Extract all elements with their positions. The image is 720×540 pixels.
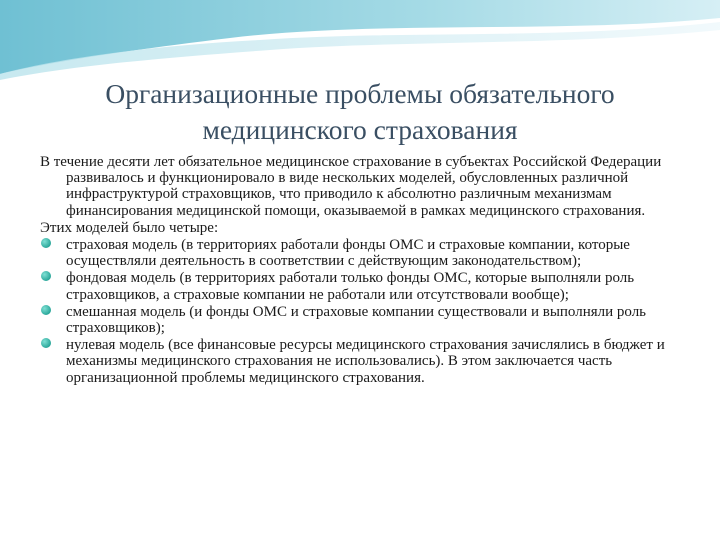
models-lead-paragraph: Этих моделей было четыре: bbox=[40, 219, 219, 236]
bullet-dot-icon bbox=[41, 271, 51, 281]
list-item-insurance-model bbox=[40, 237, 690, 269]
intro-paragraph: В течение десяти лет обязательное медицинское страхование в субъектах Российской Федерации развивалось и функционировало в виде нескольких моделей, обусловленных различной инфраструктурой страховщиков, что приводило к абсолютно различным механизмам финансирования медицинской помощи, оказываемой в рамках медицинского страхования. bbox=[40, 154, 662, 219]
list-item-zero-model bbox=[40, 337, 690, 386]
slide-title-line-1: Организационные проблемы обязательного bbox=[105, 78, 615, 109]
slide-title-line-2: медицинского страхования bbox=[202, 114, 518, 145]
list-item-text: фондовая модель (в территориях работали только фонды ОМС, которые выполняли роль страховщиков, а страховые компании не работали или отсутствовали вообще); bbox=[66, 270, 635, 303]
list-item-text: смешанная модель (и фонды ОМС и страховые компании существовали и выполняли роль страховщиков); bbox=[66, 303, 647, 337]
models-list bbox=[40, 237, 690, 386]
list-item-mixed-model bbox=[40, 304, 690, 336]
bullet-dot-icon bbox=[41, 305, 51, 315]
list-item-fund-model bbox=[40, 270, 690, 302]
list-item-text: нулевая модель (все финансовые ресурсы медицинского страхования зачислялись в бюджет и механизмы медицинского страхования не использовались). В этом заключается часть организационной проблемы медицинского страхования. bbox=[66, 337, 665, 386]
slide-body bbox=[40, 154, 690, 387]
list-item-text: страховая модель (в территориях работали фонды ОМС и страховые компании, которые осуществляли деятельность в соответствии с действующим законодательством); bbox=[66, 237, 630, 270]
bullet-dot-icon bbox=[41, 238, 51, 248]
slide-title bbox=[40, 76, 680, 148]
header-wave-decoration bbox=[0, 0, 720, 80]
bullet-dot-icon bbox=[41, 338, 51, 348]
